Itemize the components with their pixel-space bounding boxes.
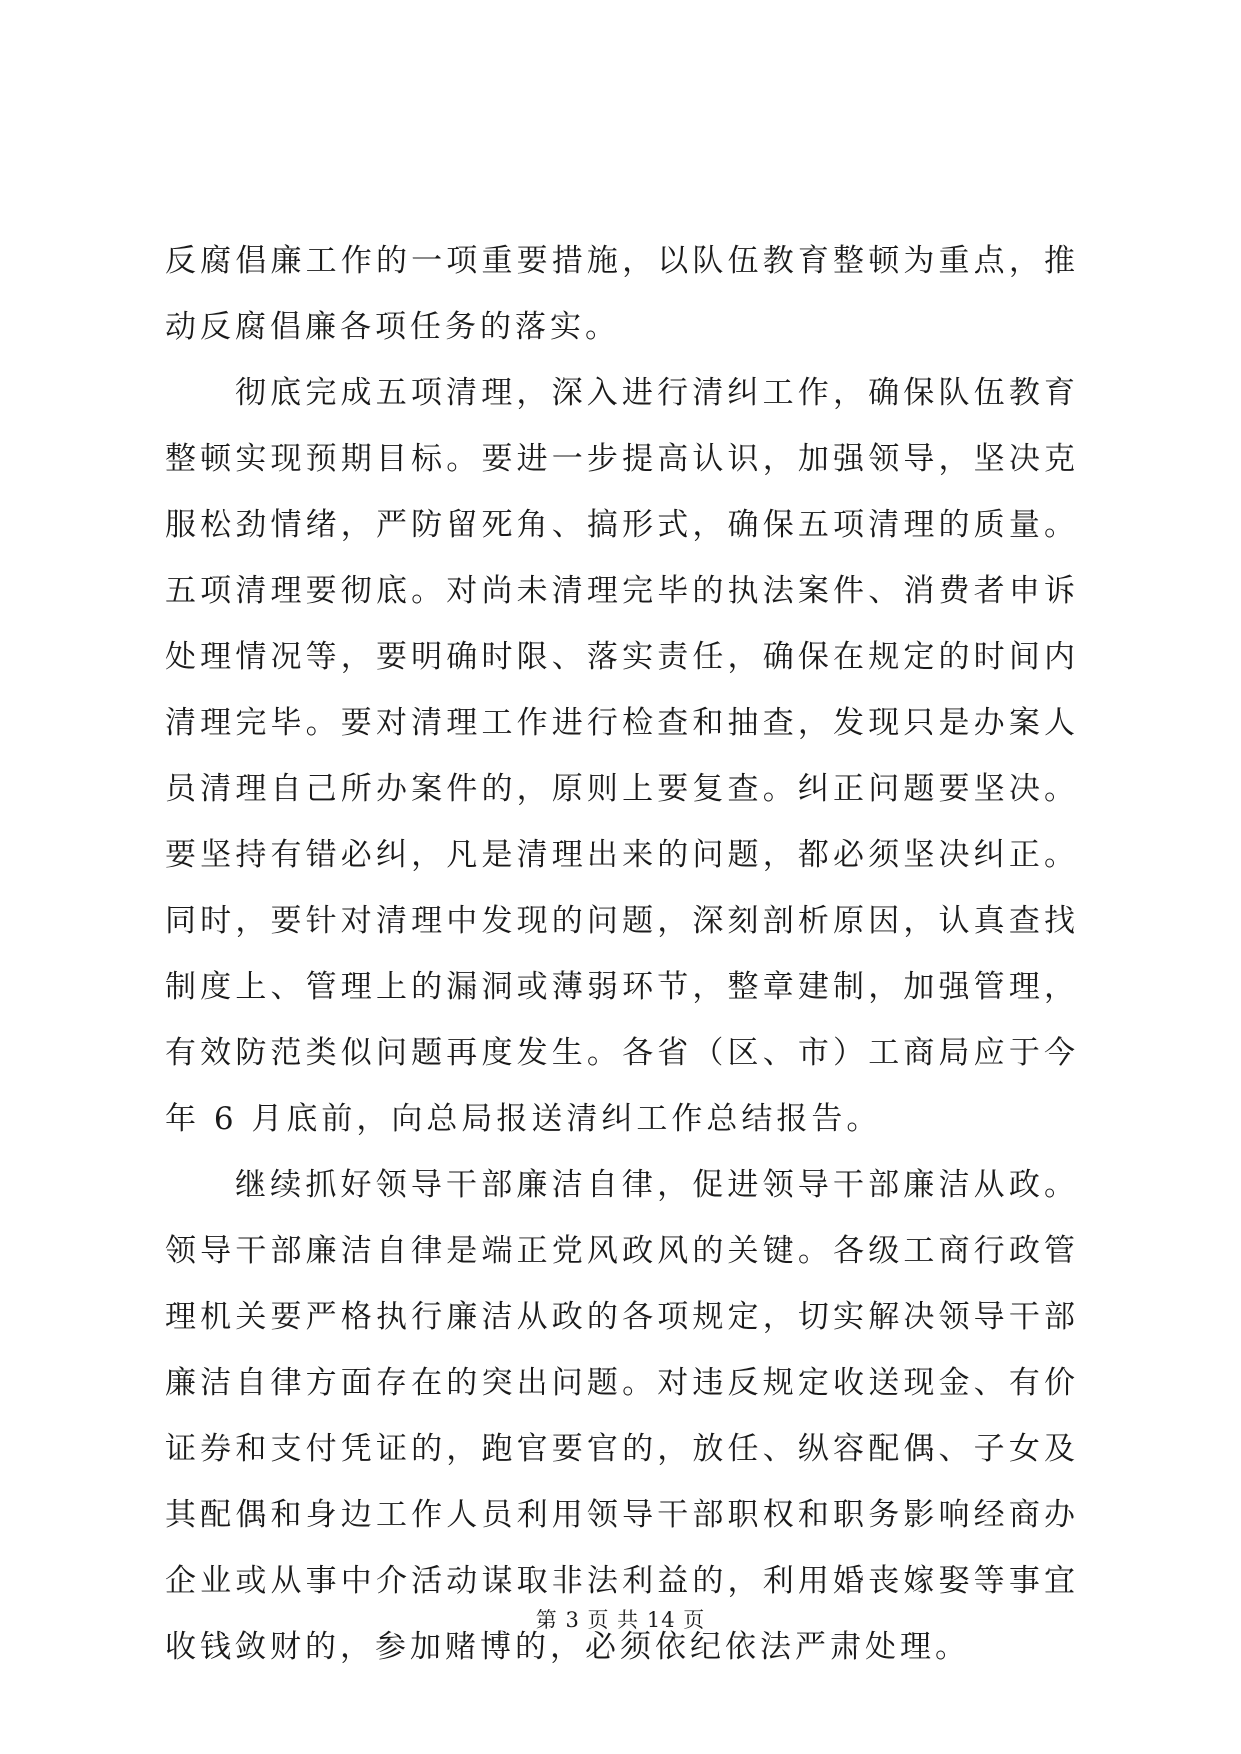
page-number-footer: 第 3 页 共 14 页 (535, 1608, 706, 1632)
paragraph-self-discipline: 继续抓好领导干部廉洁自律，促进领导干部廉洁从政。领导干部廉洁自律是端正党风政风的关键。各级工商行政管理机关要严格执行廉洁从政的各项规定，切实解决领导干部廉洁自律方面存在的突出问题。对违反规定收送现金、有价证券和支付凭证的，跑官要官的，放任、纵容配偶、子女及其配偶和身边工作人员利用领导干部职权和职务影响经商办企业或从事中介活动谋取非法利益的，利用婚丧嫁娶等事宜收钱敛财的，参加赌博的，必须依纪依法严肃处理。 (165, 1167, 1079, 1665)
document-body (165, 228, 1079, 1680)
paragraph-five-cleanups: 彻底完成五项清理，深入进行清纠工作，确保队伍教育整顿实现预期目标。要进一步提高认识，加强领导，坚决克服松劲情绪，严防留死角、搞形式，确保五项清理的质量。五项清理要彻底。对尚未清理完毕的执法案件、消费者申诉处理情况等，要明确时限、落实责任，确保在规定的时间内清理完毕。要对清理工作进行检查和抽查，发现只是办案人员清理自己所办案件的，原则上要复查。纠正问题要坚决。要坚持有错必纠，凡是清理出来的问题，都必须坚决纠正。同时，要针对清理中发现的问题，深刻剖析原因，认真查找制度上、管理上的漏洞或薄弱环节，整章建制，加强管理，有效防范类似问题再度发生。各省（区、市）工商局应于今年 6 月底前，向总局报送清纠工作总结报告。 (165, 375, 1079, 1137)
paragraph-continuation: 反腐倡廉工作的一项重要措施，以队伍教育整顿为重点，推动反腐倡廉各项任务的落实。 (165, 243, 1079, 345)
